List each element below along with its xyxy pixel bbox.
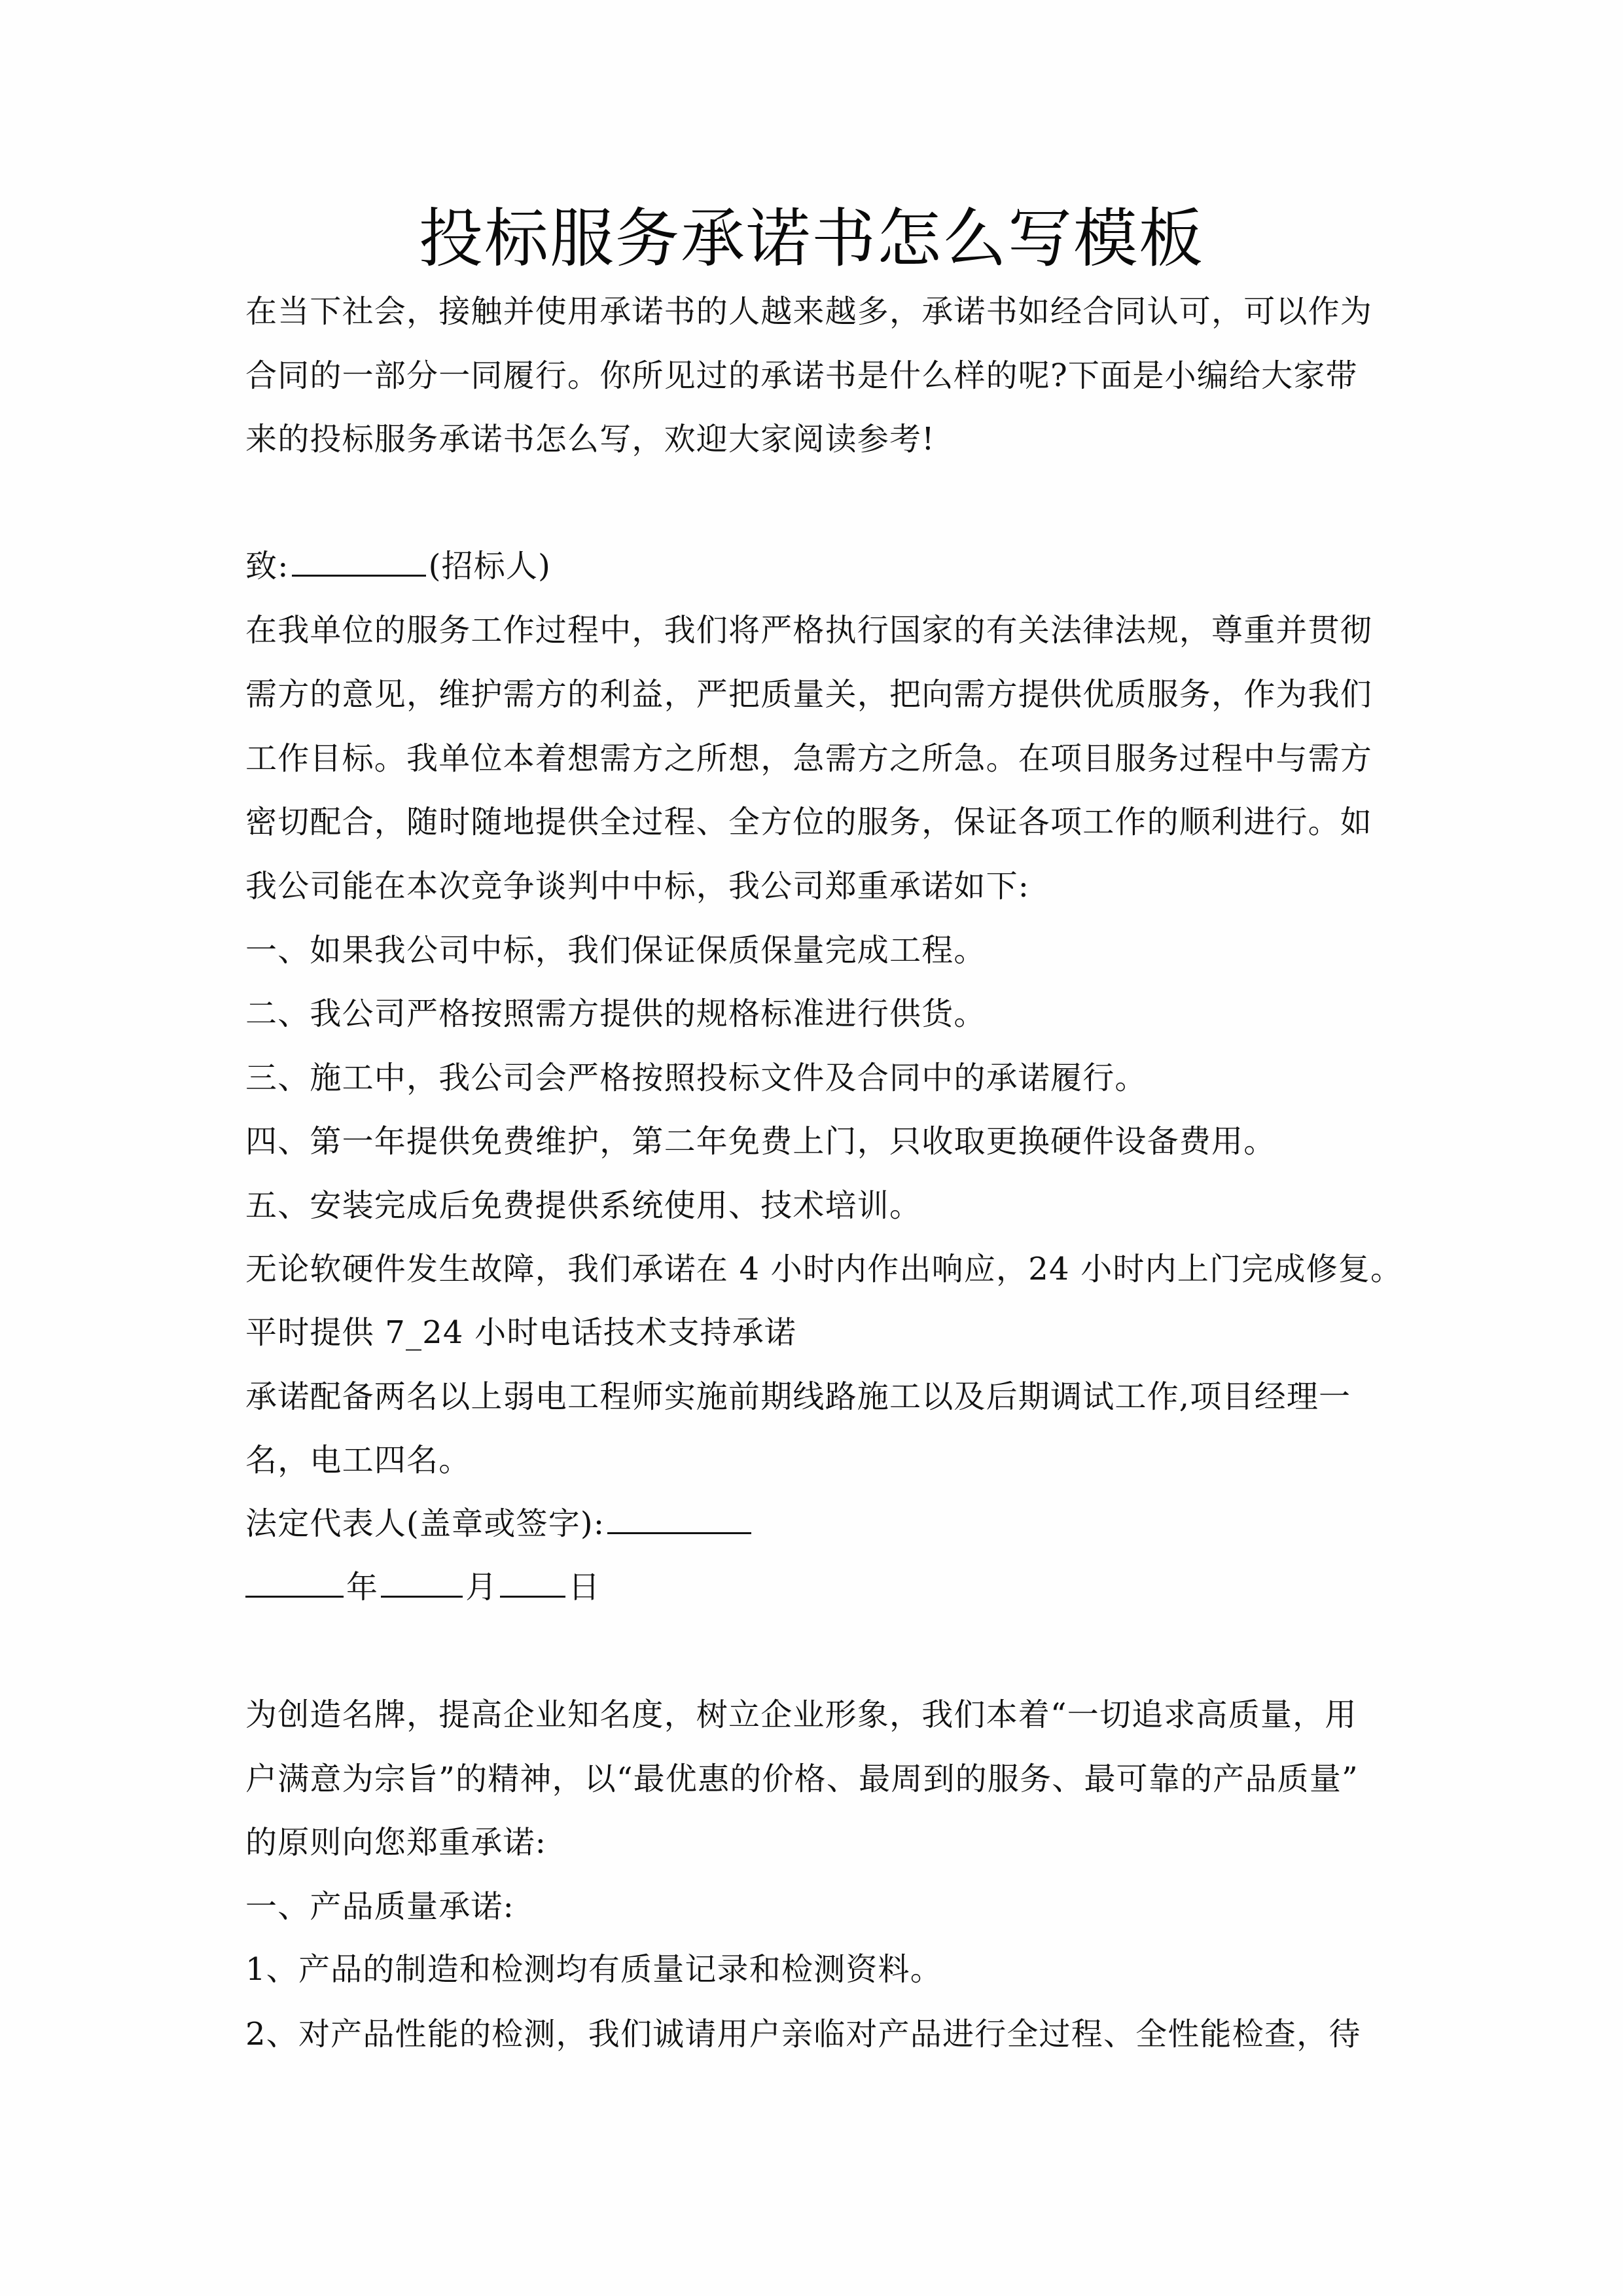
body-line: 我公司能在本次竞争谈判中中标，我公司郑重承诺如下: [245, 868, 1030, 905]
quality-item: 1、产品的制造和检测均有质量记录和检测资料。 [245, 1951, 942, 1988]
salutation-prefix: 致: [245, 548, 289, 584]
service-line: 平时提供 7_24 小时电话技术支持承诺 [245, 1314, 797, 1351]
commitment-item: 五、安装完成后免费提供系统使用、技术培训。 [245, 1187, 922, 1224]
date-line [245, 1555, 601, 1619]
commitment-item: 二、我公司严格按照需方提供的规格标准进行供货。 [245, 996, 986, 1032]
salutation-suffix: (招标人) [428, 548, 552, 584]
salutation-line [245, 534, 551, 598]
commitment-item: 四、第一年提供免费维护，第二年免费上门，只收取更换硬件设备费用。 [245, 1123, 1276, 1160]
intro-line: 在当下社会，接触并使用承诺书的人越来越多，承诺书如经合同认可，可以作为 [245, 293, 1373, 330]
body-line: 为创造名牌，提高企业知名度，树立企业形象，我们本着“一切追求高质量，用 [245, 1696, 1357, 1733]
date-year-label: 年 [346, 1569, 379, 1605]
commitment-item: 一、如果我公司中标，我们保证保质保量完成工程。 [245, 932, 986, 969]
signature-line [245, 1492, 754, 1556]
year-blank [245, 1570, 344, 1598]
date-day-label: 日 [568, 1569, 601, 1605]
quality-item: 2、对产品性能的检测，我们诚请用户亲临对产品进行全过程、全性能检查，待 [245, 2016, 1361, 2053]
day-blank [500, 1570, 565, 1598]
recipient-blank [292, 548, 426, 577]
service-line: 承诺配备两名以上弱电工程师实施前期线路施工以及后期调试工作,项目经理一 [245, 1378, 1351, 1415]
month-blank [381, 1570, 463, 1598]
signature-label: 法定代表人(盖章或签字): [245, 1505, 605, 1542]
service-line: 无论软硬件发生故障，我们承诺在 4 小时内作出响应，24 小时内上门完成修复。 [245, 1251, 1403, 1287]
date-month-label: 月 [465, 1569, 498, 1605]
section-heading: 一、产品质量承诺: [245, 1888, 514, 1925]
body-line: 的原则向您郑重承诺: [245, 1824, 547, 1861]
body-line: 需方的意见，维护需方的利益，严把质量关，把向需方提供优质服务，作为我们 [245, 676, 1373, 713]
intro-line: 合同的一部分一同履行。你所见过的承诺书是什么样的呢?下面是小编给大家带 [245, 357, 1358, 394]
signature-blank [607, 1506, 751, 1534]
intro-line: 来的投标服务承诺书怎么写，欢迎大家阅读参考! [245, 421, 935, 457]
body-line: 密切配合，随时随地提供全过程、全方位的服务，保证各项工作的顺利进行。如 [245, 804, 1373, 840]
body-line: 在我单位的服务工作过程中，我们将严格执行国家的有关法律法规，尊重并贯彻 [245, 612, 1373, 649]
document-title: 投标服务承诺书怎么写模板 [418, 202, 1204, 276]
service-line: 名，电工四名。 [245, 1442, 471, 1479]
body-line: 户满意为宗旨”的精神，以“最优惠的价格、最周到的服务、最可靠的产品质量” [245, 1761, 1359, 1797]
body-line: 工作目标。我单位本着想需方之所想，急需方之所急。在项目服务过程中与需方 [245, 740, 1373, 777]
commitment-item: 三、施工中，我公司会严格按照投标文件及合同中的承诺履行。 [245, 1060, 1147, 1096]
